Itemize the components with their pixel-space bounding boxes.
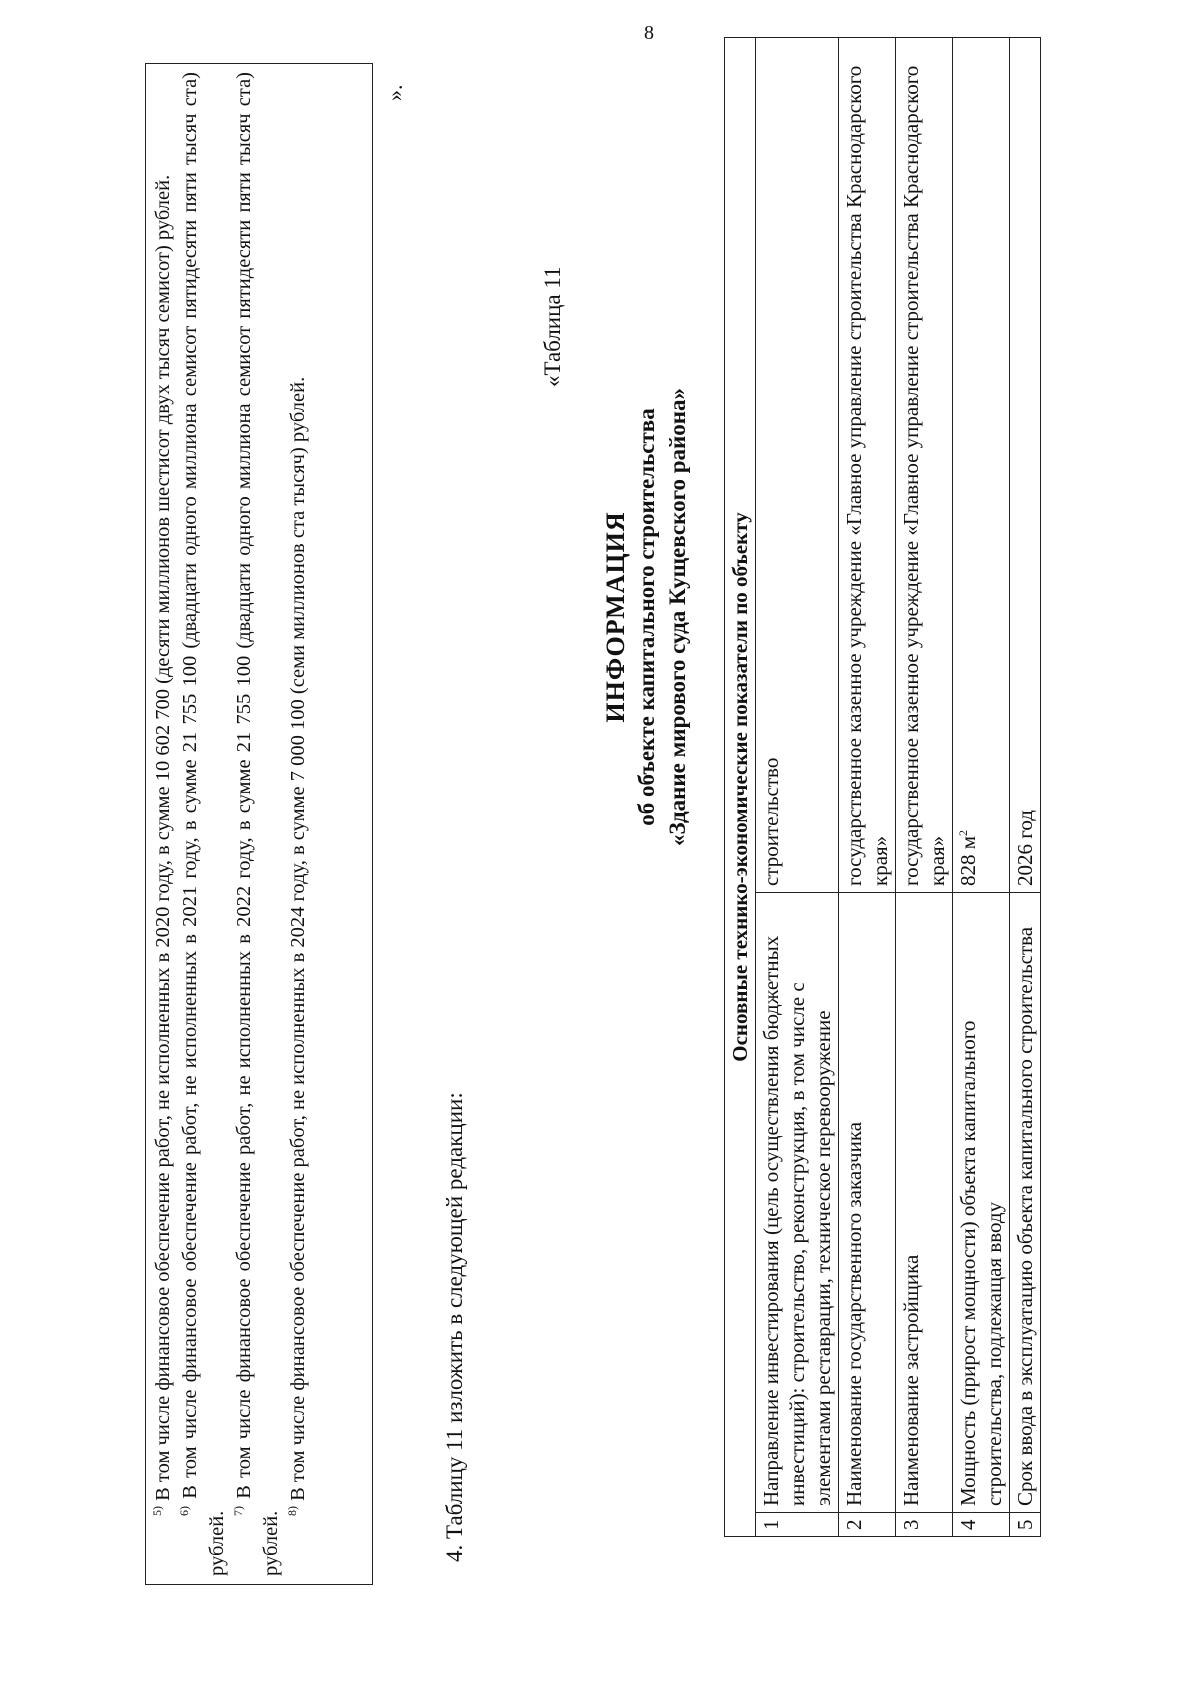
footnotes-box [145,63,373,1585]
row-value: строительство [756,38,839,893]
row-number: 4 [953,1513,1010,1537]
row-value-text: 828 м [956,835,980,886]
table-row [756,38,839,1537]
row-name: Наименование государственного заказчика [839,893,896,1513]
row-value-superscript: 2 [956,829,970,836]
footnote-mark: 5) [150,1506,165,1516]
closing-quote: ». [382,84,407,101]
footnote-text: В том числе финансовое обеспечение работ, не исполненных в 2024 году, в сумме 7 000 100 (семи миллионов ста тысяч) рублей. [287,376,309,1501]
title-main: ИНФОРМАЦИЯ [601,511,630,723]
footnote-mark: 6) [177,1506,192,1516]
table-header: Основные технико-экономические показатели по объекту [725,38,756,1537]
row-number: 2 [839,1513,896,1537]
row-value: государственное казенное учреждение «Главное управление строительства Краснодарского края» [896,38,953,893]
footnote-mark: 8) [285,1506,300,1516]
footnote-7 [231,72,285,1576]
row-number: 1 [756,1513,839,1537]
table-label: «Таблица 11 [540,266,565,387]
row-value [953,38,1010,893]
footnote-text: В том числе финансовое обеспечение работ, не исполненных в 2020 году, в сумме 10 602 700 (десяти миллионов шестисот двух тысяч семисот) рублей. [152,174,174,1501]
footnote-6 [177,72,231,1576]
row-name: Срок ввода в эксплуатацию объекта капитального строительства [1010,893,1041,1513]
table-row [896,38,953,1537]
title-line-3: «Здание мирового суда Кущевского района» [665,387,690,847]
footnote-text: В том числе финансовое обеспечение работ, не исполненных в 2021 году, в сумме 21 755 100 (двадцати одного миллиона семисот пятидесяти пяти тысяч ста) рублей. [179,72,228,1576]
table-row [839,38,896,1537]
title-block [600,137,693,1097]
row-name: Мощность (прирост мощности) объекта капитального строительства, подлежащая вводу [953,893,1010,1513]
title-line-2: об объекте капитального строительства [634,408,659,826]
row-name: Направление инвестирования (цель осуществления бюджетных инвестиций): строительство, реконструкция, в том числе с элементами реставрации, техническое перевооружение [756,893,839,1513]
row-name: Наименование застройщика [896,893,953,1513]
amendment-item-4: 4. Таблицу 11 изложить в следующей редакции: [442,1092,467,1562]
row-number: 3 [896,1513,953,1537]
info-table [724,37,1041,1537]
row-number: 5 [1010,1513,1041,1537]
footnote-text: В том числе финансовое обеспечение работ, не исполненных в 2022 году, в сумме 21 755 100 (двадцати одного миллиона семисот пятидесяти пяти тысяч ста) рублей. [233,72,282,1576]
page-number: 8 [644,22,654,44]
row-value: государственное казенное учреждение «Главное управление строительства Краснодарского края» [839,38,896,893]
footnote-5 [150,72,177,1576]
table-header-row [725,38,756,1537]
footnote-mark: 7) [231,1506,246,1516]
table-row [1010,38,1041,1537]
table-row [953,38,1010,1537]
footnote-8 [285,72,312,1576]
row-value: 2026 год [1010,38,1041,893]
